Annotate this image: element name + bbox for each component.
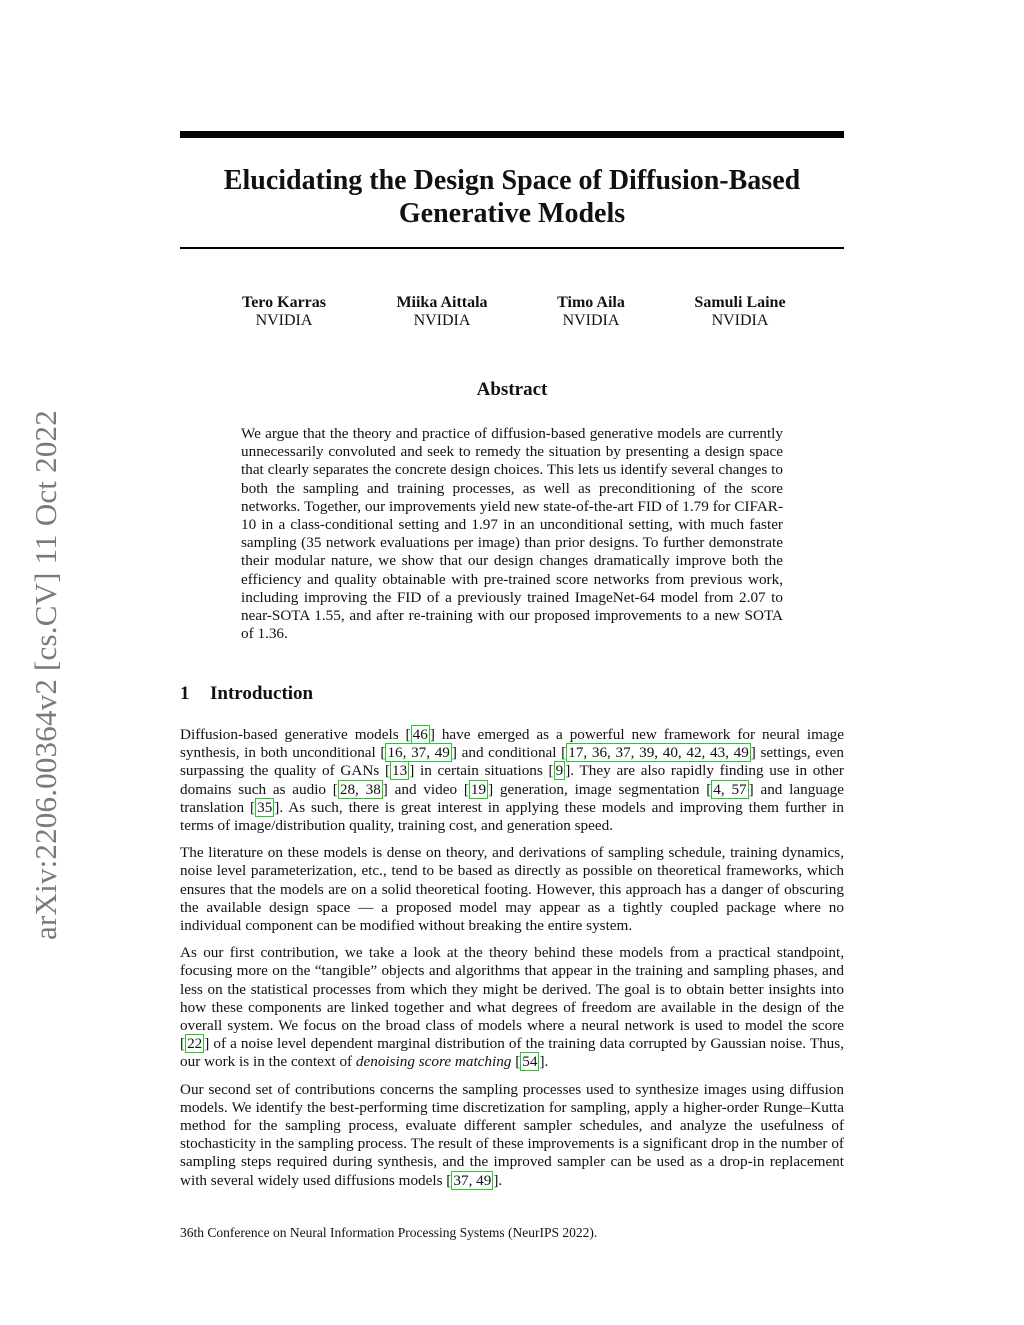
paragraph <box>180 726 844 835</box>
author-affiliation: NVIDIA <box>255 312 313 329</box>
title-line-2: Generative Models <box>398 198 626 229</box>
text-run: ] generation, image segmentation [ <box>488 780 712 798</box>
section-number: 1 <box>180 683 190 704</box>
author-list <box>180 294 844 338</box>
text-run: ] have emerged as a powerful new framework for neural image synthesis, in both unconditional [ <box>180 726 845 762</box>
title-line-1: Elucidating the Design Space of Diffusion-Based <box>223 165 801 196</box>
conference-footnote: 36th Conference on Neural Information Processing Systems (NeurIPS 2022). <box>180 1225 598 1240</box>
text-run: Diffusion-based generative models [ <box>180 726 411 743</box>
text-run: ]. <box>539 1053 549 1071</box>
section-title: Introduction <box>210 683 314 704</box>
author-block <box>209 294 359 330</box>
citation-link[interactable]: 19 <box>470 780 487 798</box>
text-run: [ <box>511 1053 521 1071</box>
citation-link[interactable]: 13 <box>392 762 408 780</box>
author-name: Samuli Laine <box>694 294 786 311</box>
text-run: Our second set of contributions concerns the sampling processes used to synthesize images using diffusion models. We identify the best-performing time discretization for sampling, apply a higher-order Runge–Kutta method for the sampling process, evaluate different sampler schedules, and analyze the usefulness of stochasticity in the sampling process. The result of these improvements is a significant drop in the number of sampling steps required during synthesis, and the improved sampler can be used as a drop-in replacement with several widely used diffusions models [ <box>180 1080 844 1189</box>
text-run: ] in certain situations [ <box>409 762 554 780</box>
citation-link[interactable]: 17, 36, 37, 39, 40, 42, 43, 49 <box>568 744 749 762</box>
abstract-heading: Abstract <box>476 379 548 400</box>
text-run: ] settings, even surpassing the quality of GANs [ <box>180 744 845 780</box>
text-run: ] and video [ <box>382 780 469 798</box>
title-bottom-rule <box>180 247 844 249</box>
author-name: Miika Aittala <box>396 294 488 311</box>
text-run: ] and conditional [ <box>451 744 567 762</box>
paragraph <box>180 1081 844 1190</box>
paragraph: The literature on these models is dense on theory, and derivations of sampling schedule, training dynamics, noise level parameterization, etc., tend to be based as directly as possible on theoretical frameworks, which ensures that the models are on a solid theoretical footing. However, this approach has a danger of obscuring the available design space — a proposed model may appear as a tightly coupled package where no individual component can be modified without breaking the entire system. <box>180 844 844 935</box>
citation-link[interactable]: 37, 49 <box>453 1171 492 1189</box>
author-affiliation: NVIDIA <box>562 312 620 329</box>
text-run: ] and language translation [ <box>180 780 844 816</box>
author-name: Timo Aila <box>557 294 625 311</box>
emphasized-term: denoising score matching <box>355 1053 512 1071</box>
citation-link[interactable]: 4, 57 <box>713 780 747 798</box>
title-top-rule <box>180 131 844 138</box>
citation-link[interactable]: 54 <box>522 1053 538 1071</box>
text-run: As our first contribution, we take a look at the theory behind these models from a practical standpoint, focusing more on the “tangible” objects and algorithms that appear in the training and sampling phases, and less on the statistical processes from which they might be derived. The goal is to obtain better insights into how these components are linked together and what degrees of freedom are available in the design of the overall system. We focus on the broad class of models where a neural network is used to model the score [ <box>180 944 844 1053</box>
paper-title <box>180 164 844 230</box>
citation-link[interactable]: 35 <box>257 798 273 816</box>
introduction-body <box>180 726 844 1199</box>
author-block <box>367 294 517 330</box>
author-affiliation: NVIDIA <box>711 312 769 329</box>
text-run: ]. <box>493 1171 503 1189</box>
paragraph <box>180 944 844 1071</box>
section-heading-introduction <box>180 683 313 705</box>
citation-link[interactable]: 16, 37, 49 <box>387 744 450 762</box>
citation-link[interactable]: 22 <box>187 1035 203 1053</box>
author-name: Tero Karras <box>242 294 326 311</box>
text-run: ] of a noise level dependent marginal distribution of the training data corrupted by Gaussian noise. Thus, our work is in the context of <box>180 1035 844 1071</box>
author-block <box>516 294 666 330</box>
citation-link[interactable]: 9 <box>555 762 564 780</box>
text-run: ]. As such, there is great interest in applying these models and improving them further in terms of image/distribution quality, training cost, and generation speed. <box>180 798 844 835</box>
abstract-text: We argue that the theory and practice of diffusion-based generative models are currently unnecessarily convoluted and seek to remedy the situation by presenting a design space that clearly separates the concrete design choices. This lets us identify several changes to both the sampling and training processes, as well as preconditioning of the score networks. Together, our improvements yield new state-of-the-art FID of 1.79 for CIFAR-10 in a class-conditional setting and 1.97 in an unconditional setting, with much faster sampling (35 network evaluations per image) than prior designs. To further demonstrate their modular nature, we show that our design changes dramatically improve both the efficiency and quality obtainable with pre-trained score networks from previous work, including improving the FID of a previously trained ImageNet-64 model from 2.07 to near-SOTA 1.55, and after re-training with our proposed improvements to a new SOTA of 1.36. <box>241 425 783 643</box>
arxiv-identifier: arXiv:2206.00364v2 [cs.CV] 11 Oct 2022 <box>28 410 63 940</box>
author-block <box>665 294 815 330</box>
citation-link[interactable]: 46 <box>412 726 428 743</box>
author-affiliation: NVIDIA <box>413 312 471 329</box>
text-run: ]. They are also rapidly finding use in other domains such as audio [ <box>180 762 844 798</box>
citation-link[interactable]: 28, 38 <box>339 780 381 798</box>
